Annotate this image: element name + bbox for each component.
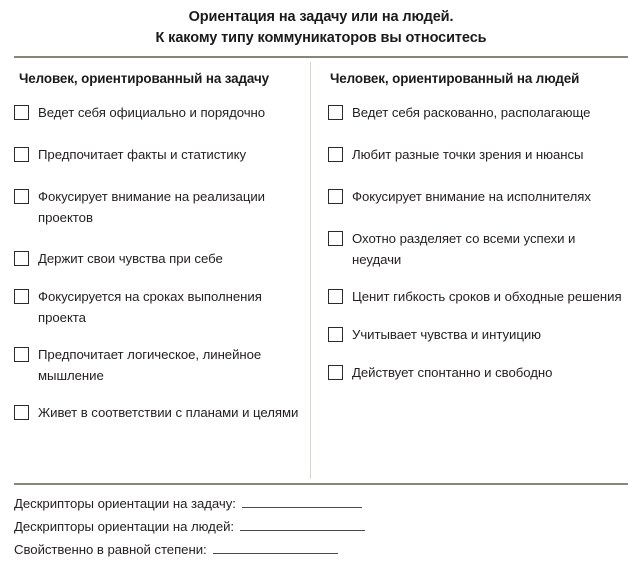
checklist-item[interactable] (328, 102, 628, 124)
checklist-item[interactable] (14, 286, 302, 328)
checkbox-icon[interactable] (14, 289, 29, 304)
summary-field-blank[interactable] (240, 530, 365, 531)
checklist-item-label: Ведет себя официально и порядочно (38, 105, 266, 120)
checklist-item[interactable] (328, 144, 628, 166)
page-title (0, 0, 642, 49)
summary-field-blank[interactable] (242, 507, 362, 508)
summary-fields (14, 485, 628, 565)
checklist-item-label: Фокусирует внимание на исполнителях (352, 189, 591, 204)
checklist-columns (14, 58, 628, 483)
checkbox-icon[interactable] (328, 289, 343, 304)
checklist-people-oriented (328, 102, 628, 384)
checklist-item[interactable] (14, 186, 302, 228)
summary-field-row[interactable] (14, 542, 628, 565)
column-task-oriented (14, 58, 310, 483)
column-people-oriented (310, 58, 628, 483)
checklist-item[interactable] (328, 362, 628, 384)
checklist-item[interactable] (14, 102, 302, 124)
summary-field-label: Дескрипторы ориентации на людей: (14, 519, 235, 534)
checkbox-icon[interactable] (328, 105, 343, 120)
checklist-item-label: Действует спонтанно и свободно (352, 365, 553, 380)
checklist-item-label: Учитывает чувства и интуицию (352, 327, 541, 342)
page-title-line-1: Ориентация на задачу или на людей. (188, 9, 454, 25)
summary-field-row[interactable] (14, 496, 628, 519)
checklist-item-label: Держит свои чувства при себе (38, 251, 223, 266)
checklist-item-label: Фокусируется на сроках выполнения проекта (38, 289, 262, 325)
summary-field-label: Дескрипторы ориентации на задачу: (14, 496, 236, 511)
summary-field-blank[interactable] (213, 553, 338, 554)
checklist-item-label: Любит разные точки зрения и нюансы (352, 147, 584, 162)
checkbox-icon[interactable] (14, 105, 29, 120)
checklist-item[interactable] (14, 144, 302, 166)
checklist-item-label: Фокусирует внимание на реализации проектов (38, 189, 265, 225)
checkbox-icon[interactable] (328, 327, 343, 342)
checkbox-icon[interactable] (14, 251, 29, 266)
checklist-item[interactable] (14, 248, 302, 270)
summary-field-label: Свойственно в равной степени: (14, 542, 207, 557)
checklist-item[interactable] (328, 228, 628, 270)
checklist-item[interactable] (14, 402, 302, 424)
checkbox-icon[interactable] (328, 365, 343, 380)
checkbox-icon[interactable] (328, 147, 343, 162)
checklist-item-label: Охотно разделяет со всеми успехи и неудачи (352, 231, 576, 267)
checklist-item[interactable] (328, 286, 628, 308)
checkbox-icon[interactable] (14, 347, 29, 362)
summary-field-row[interactable] (14, 519, 628, 542)
checkbox-icon[interactable] (14, 405, 29, 420)
checklist-item-label: Ценит гибкость сроков и обходные решения (352, 289, 622, 304)
checklist-item-label: Ведет себя раскованно, располагающе (352, 105, 591, 120)
column-header-task-oriented: Человек, ориентированный на задачу (19, 71, 269, 86)
checklist-item-label: Живет в соответствии с планами и целями (38, 405, 299, 420)
page-title-line-2: К какому типу коммуникаторов вы относитесь (155, 30, 487, 46)
checklist-item[interactable] (328, 324, 628, 346)
checklist-task-oriented (14, 102, 302, 424)
checklist-item[interactable] (14, 344, 302, 386)
checklist-item[interactable] (328, 186, 628, 208)
checkbox-icon[interactable] (14, 189, 29, 204)
checkbox-icon[interactable] (14, 147, 29, 162)
column-header-people-oriented: Человек, ориентированный на людей (330, 71, 580, 86)
checkbox-icon[interactable] (328, 189, 343, 204)
checklist-item-label: Предпочитает логическое, линейное мышление (38, 347, 262, 383)
checkbox-icon[interactable] (328, 231, 343, 246)
checklist-item-label: Предпочитает факты и статистику (38, 147, 247, 162)
